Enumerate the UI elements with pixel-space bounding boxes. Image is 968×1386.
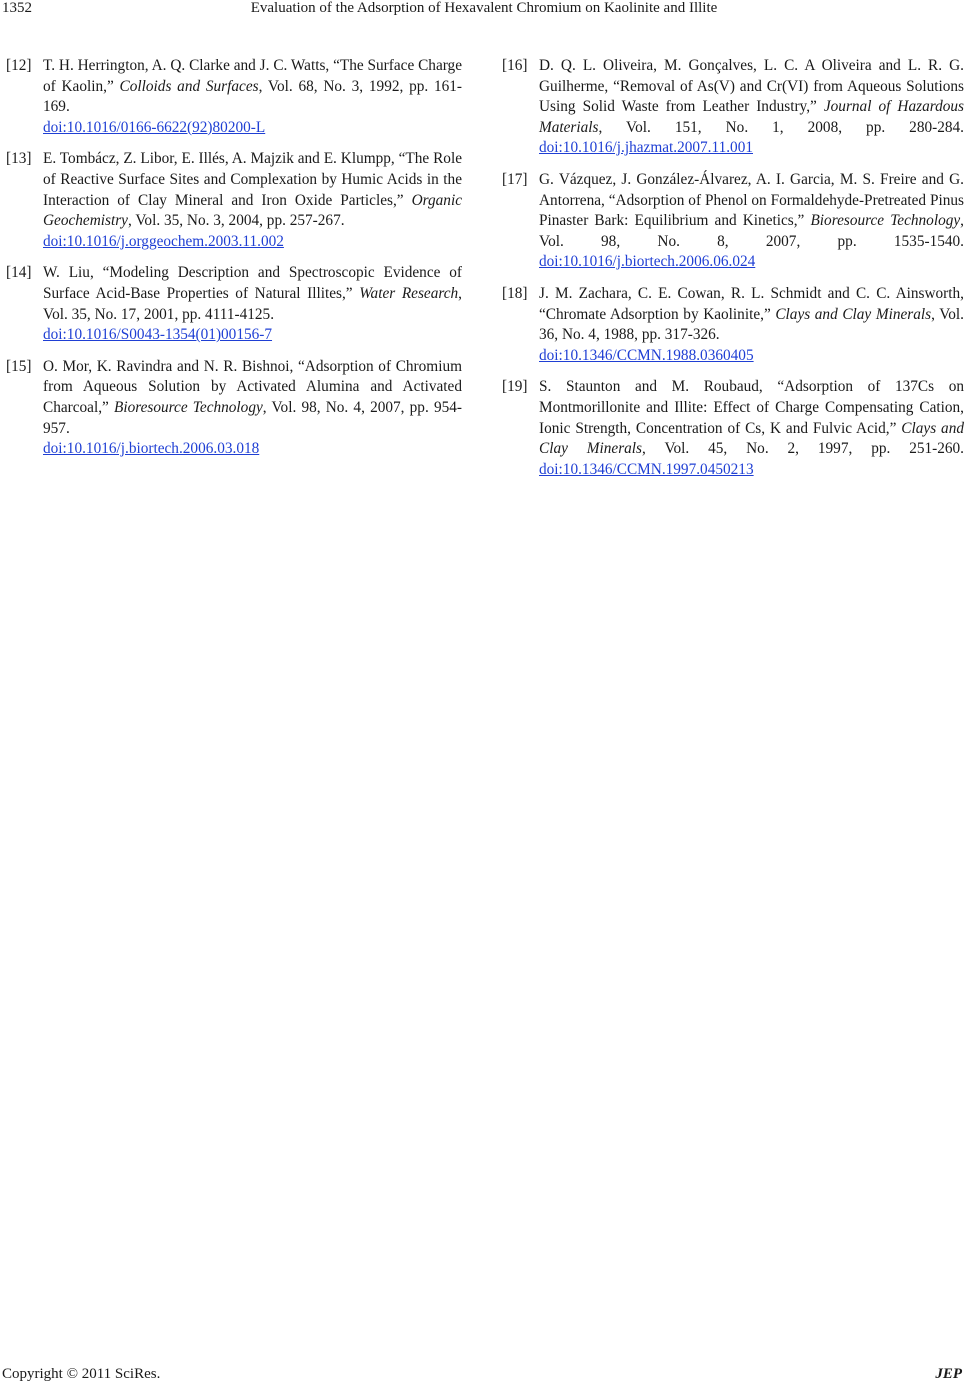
reference-13	[6, 149, 462, 252]
reference-doi-link[interactable]: doi:10.1346/CCMN.1997.0450213	[539, 460, 754, 478]
reference-journal: Bioresource Technology	[810, 212, 961, 230]
reference-authors-title: S. Staunton and M. Roubaud, “Adsorption of 137Cs on Montmorillonite and Illite: Effect of Charge Compensating Cation, Ionic Strength, Concentration of Cs, K and Fulvic Acid,”	[539, 378, 964, 437]
reference-journal: Bioresource Technology	[114, 398, 263, 416]
reference-number: [19]	[502, 378, 528, 396]
reference-details: , Vol. 98, No. 8, 2007, pp. 1535-1540.	[539, 212, 964, 250]
reference-number: [18]	[502, 284, 528, 302]
references-left-column	[6, 56, 462, 471]
reference-details: , Vol. 98, No. 4, 2007, pp. 954-957.	[43, 398, 462, 437]
journal-abbreviation: JEP	[935, 1366, 962, 1382]
references-right-column	[502, 56, 964, 491]
reference-authors-title: W. Liu, “Modeling Description and Spectroscopic Evidence of Surface Acid-Base Properties of Natural Illites,”	[43, 264, 462, 302]
reference-number: [16]	[502, 57, 528, 74]
reference-authors-title: J. M. Zachara, C. E. Cowan, R. L. Schmidt and C. C. Ainsworth, “Chromate Adsorption by Kaolinite,”	[539, 284, 964, 323]
reference-doi-link[interactable]: doi:10.1016/0166-6622(92)80200-L	[43, 118, 266, 136]
reference-authors-title: D. Q. L. Oliveira, M. Gonçalves, L. C. A Oliveira and L. R. G. Guilherme, “Removal of As(V) and Cr(VI) from Aqueous Solutions Using Solid Waste from Leather Industry,”	[539, 57, 964, 116]
reference-doi-link[interactable]: doi:10.1016/j.jhazmat.2007.11.001	[539, 139, 753, 157]
page-header	[0, 0, 968, 22]
page-footer	[0, 1366, 968, 1386]
reference-authors-title: T. H. Herrington, A. Q. Clarke and J. C. Watts, “The Surface Charge of Kaolin,”	[43, 57, 462, 95]
reference-number: [12]	[6, 57, 32, 74]
reference-doi-link[interactable]: doi:10.1346/CCMN.1988.0360405	[539, 346, 754, 364]
reference-journal: Water Research	[359, 284, 459, 302]
copyright-notice: Copyright © 2011 SciRes.	[2, 1366, 161, 1382]
reference-details: , Vol. 151, No. 1, 2008, pp. 280-284.	[598, 118, 964, 136]
reference-authors-title: G. Vázquez, J. González-Álvarez, A. I. Garcia, M. S. Freire and G. Antorrena, “Adsorption of Phenol on Formaldehyde-Pretreated Pinus Pinaster Bark: Equilibrium and Kinetics,”	[539, 170, 964, 230]
reference-16	[502, 56, 964, 159]
reference-12	[6, 56, 462, 138]
reference-number: [15]	[6, 357, 32, 375]
reference-journal: Organic Geochemistry	[43, 191, 462, 230]
reference-authors-title: E. Tombácz, Z. Libor, E. Illés, A. Majzik and E. Klumpp, “The Role of Reactive Surface Sites and Complexation by Humic Acids in the Interaction of Clay Mineral and Iron Oxide Particles,”	[43, 150, 462, 209]
reference-doi-link[interactable]: doi:10.1016/S0043-1354(01)00156-7	[43, 326, 273, 344]
reference-number: [13]	[6, 150, 32, 168]
reference-14	[6, 263, 462, 345]
reference-journal: Clays and Clay Minerals	[539, 419, 964, 458]
running-title: Evaluation of the Adsorption of Hexavalent Chromium on Kaolinite and Illite	[250, 0, 718, 16]
reference-15	[6, 357, 462, 460]
reference-details: , Vol. 36, No. 4, 1988, pp. 317-326.	[539, 305, 965, 344]
reference-journal: Colloids and Surfaces	[119, 77, 259, 95]
reference-details: , Vol. 45, No. 2, 1997, pp. 251-260.	[642, 440, 965, 458]
reference-17	[502, 170, 964, 273]
reference-number: [14]	[6, 264, 32, 282]
reference-doi-link[interactable]: doi:10.1016/j.orggeochem.2003.11.002	[43, 232, 284, 250]
reference-details: , Vol. 35, No. 17, 2001, pp. 4111-4125.	[43, 284, 462, 323]
reference-doi-link[interactable]: doi:10.1016/j.biortech.2006.06.024	[539, 253, 756, 271]
reference-18	[502, 284, 964, 366]
reference-journal: Clays and Clay Minerals	[775, 305, 932, 323]
reference-authors-title: O. Mor, K. Ravindra and N. R. Bishnoi, “Adsorption of Chromium from Aqueous Solution by Activated Alumina and Activated Charcoal,”	[43, 357, 462, 416]
reference-details: , Vol. 35, No. 3, 2004, pp. 257-267.	[127, 212, 345, 230]
page-number: 1352	[2, 0, 32, 16]
reference-doi-link[interactable]: doi:10.1016/j.biortech.2006.03.018	[43, 440, 260, 458]
reference-number: [17]	[502, 170, 528, 188]
reference-details: , Vol. 68, No. 3, 1992, pp. 161-169.	[43, 77, 463, 116]
reference-journal: Journal of Hazardous Materials	[539, 98, 965, 136]
reference-19	[502, 377, 964, 480]
